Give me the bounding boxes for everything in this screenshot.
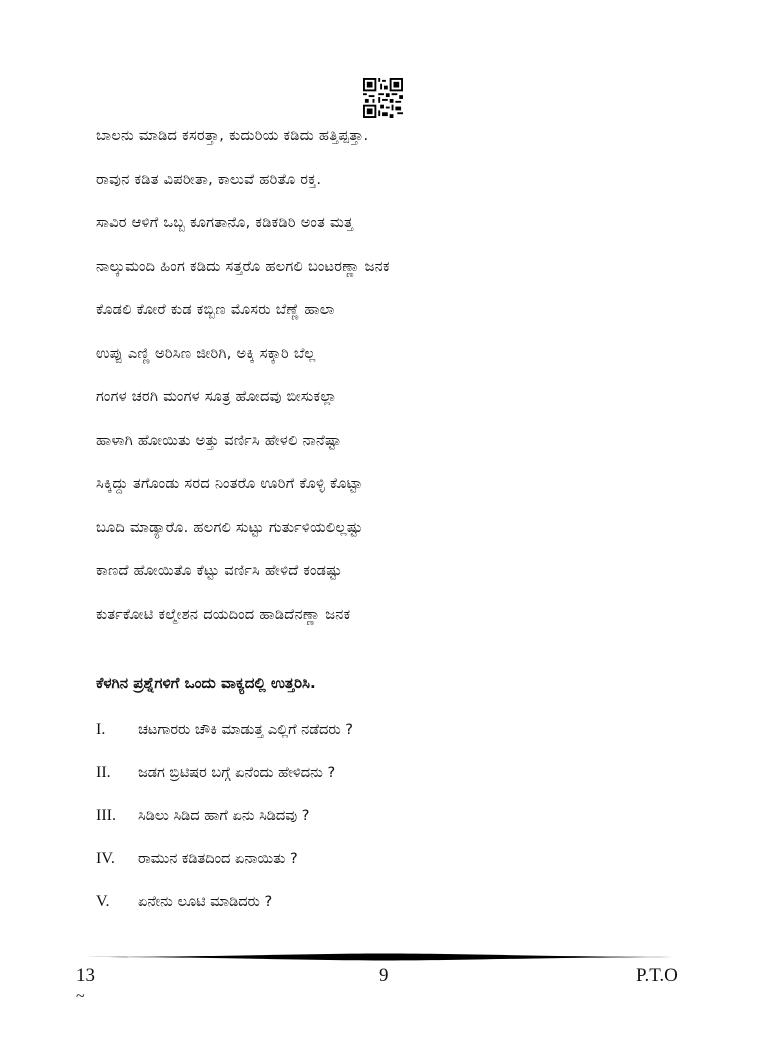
question-number: III. bbox=[96, 807, 116, 824]
question-text: ಜಡಗ ಬ್ರಿಟಿಷರ ಬಗ್ಗೆ ಏನೆಂದು ಹೇಳಿದನು ? bbox=[138, 765, 336, 781]
question-number: V. bbox=[96, 893, 110, 910]
poem-block bbox=[96, 124, 696, 646]
poem-line: ಕಾಣದೆ ಹೋಯಿತೊ ಕೆಟ್ಟು ವರ್ಣಿಸಿ ಹೇಳಿದೆ ಕಂಡಷ್ಟು bbox=[96, 563, 343, 579]
poem-line: ಸಾವಿರ ಆಳಿಗೆ ಒಬ್ಬ ಕೂಗತಾನೊ, ಕಡಿಕಡಿರಿ ಅಂತ ಮತ್ತ bbox=[96, 215, 354, 231]
poem-line: ಬೂದಿ ಮಾಡ್ಯಾರೊ. ಹಲಗಲಿ ಸುಟ್ಟು ಗುರ್ತುಳಿಯಲಿಲ್ಲಷ್ಟು bbox=[96, 519, 363, 536]
qr-code bbox=[363, 78, 403, 118]
question-list bbox=[96, 718, 696, 933]
question-number: I. bbox=[96, 721, 106, 738]
page-code: 13 bbox=[76, 965, 95, 986]
question-item bbox=[96, 847, 696, 890]
poem-line: ಹಾಳಾಗಿ ಹೋಯಿತು ಅತ್ತು ವರ್ಣಿಸಿ ಹೇಳಲಿ ನಾನೆಷ್ಟಾ bbox=[96, 432, 342, 449]
page-number: 9 bbox=[379, 965, 389, 986]
question-text: ಏನೇನು ಲೂಟಿ ಮಾಡಿದರು ? bbox=[138, 894, 273, 910]
question-text: ಚಟಗಾರರು ಚೌಕಿ ಮಾಡುತ್ತ ಎಲ್ಲಿಗೆ ನಡೆದರು ? bbox=[138, 722, 354, 738]
poem-line: ನಾಲ್ಕುಮಂದಿ ಹಿಂಗ ಕಡಿದು ಸತ್ತರೊ ಹಲಗಲಿ ಬಂಟರಣ್ಣಾ ಜನಕ bbox=[96, 258, 390, 275]
poem-line: ಕೊಡಲಿ ಕೋರೆ ಕುಡ ಕಬ್ಬಿಣ ಮೊಸರು ಬೆಣ್ಣೆ ಹಾಲಾ bbox=[96, 302, 335, 318]
poem-line: ಸಿಕ್ಕಿದ್ದು ತಗೊಂಡು ಸರದ ನಿಂತರೊ ಊರಿಗೆ ಕೊಳ್ಳಿ ಕೊಟ್ಟಾ bbox=[96, 476, 363, 492]
poem-line: ಬಾಲನು ಮಾಡಿದ ಕಸರತ್ತಾ, ಕುದುರಿಯ ಕಡಿದು ಹತ್ತಿಪ್ಪತ್ತಾ. bbox=[96, 128, 369, 144]
question-number: IV. bbox=[96, 850, 115, 867]
pto-label: P.T.O bbox=[636, 965, 678, 986]
question-text: ರಾಮುನ ಕಡಿತದಿಂದ ಏನಾಯಿತು ? bbox=[138, 851, 298, 867]
poem-line: ಗಂಗಳ ಚರಗಿ ಮಂಗಳ ಸೂತ್ರ ಹೋದವು ಬೀಸುಕಲ್ಲಾ bbox=[96, 389, 337, 405]
question-number: II. bbox=[96, 764, 111, 781]
question-item bbox=[96, 761, 696, 804]
footer-mark: ~ bbox=[76, 988, 85, 1005]
question-item bbox=[96, 718, 696, 761]
question-item bbox=[96, 890, 696, 933]
poem-line: ಉಪ್ಪು ಎಣ್ಣಿ ಅರಿಸಿಣ ಜೀರಿಗಿ, ಅಕ್ಕಿ ಸಕ್ಕಾರಿ ಬೆಲ್ಲ bbox=[96, 345, 316, 362]
poem-line: ರಾವುನ ಕಡಿತ ವಿಪರೀತಾ, ಕಾಲುವೆ ಹರಿತೊ ರಕ್ತ. bbox=[96, 171, 322, 188]
question-item bbox=[96, 804, 696, 847]
question-text: ಸಿಡಿಲು ಸಿಡಿದ ಹಾಗೆ ಏನು ಸಿಡಿದವು ? bbox=[138, 808, 310, 824]
questions-heading: ಕೆಳಗಿನ ಪ್ರಶ್ನೆಗಳಿಗೆ ಒಂದು ವಾಕ್ಯದಲ್ಲಿ ಉತ್ತರಿಸಿ. bbox=[96, 674, 316, 692]
poem-line: ಕುರ್ತಕೋಟಿ ಕಲ್ಮೇಶನ ದಯದಿಂದ ಹಾಡಿದೆನಣ್ಣಾ ಜನಕ bbox=[96, 606, 351, 623]
footer-divider bbox=[86, 952, 686, 962]
